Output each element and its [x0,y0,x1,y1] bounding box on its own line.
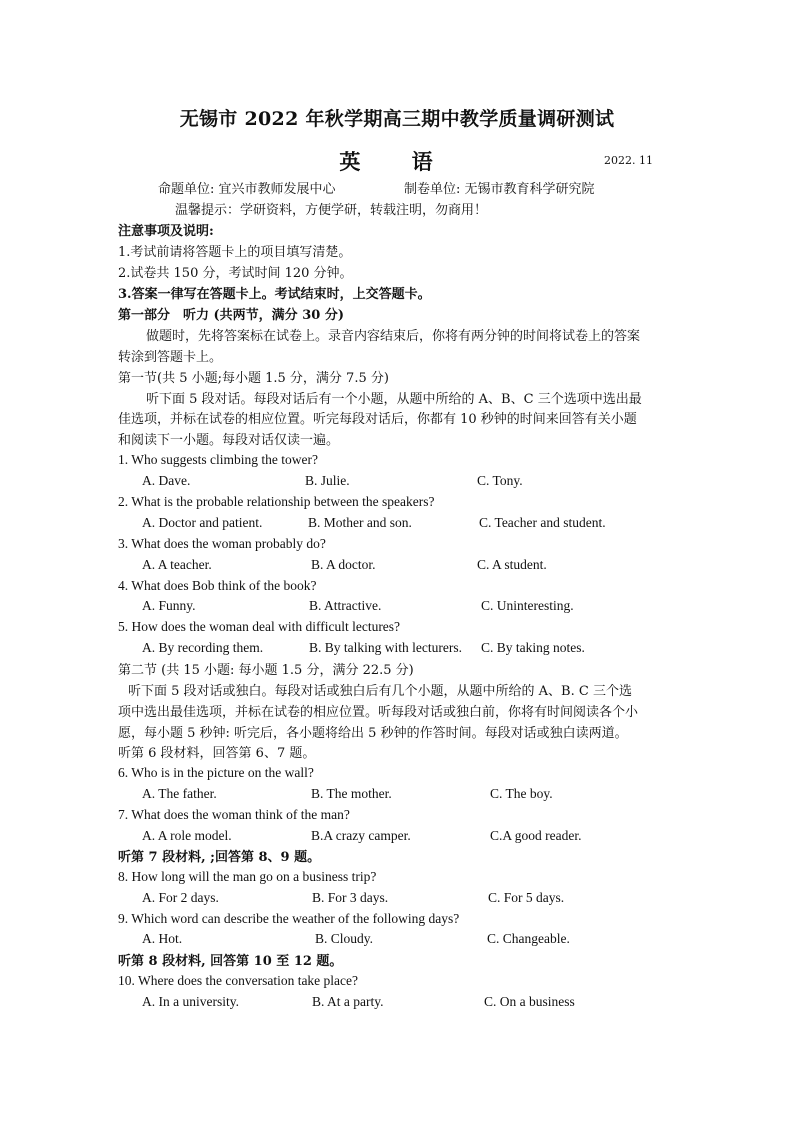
notice-item: 2.试卷共 150 分，考试时间 120 分钟。 [118,266,353,281]
option-c: C. The boy. [490,786,553,801]
question-stem: 4. What does Bob think of the book? [118,578,317,593]
option-b: B. At a party. [312,994,384,1009]
notice-item: 1.考试前请将答题卡上的项目填写清楚。 [118,245,352,260]
question-stem: 7. What does the woman think of the man? [118,807,350,822]
subject-title: 英 语 [339,149,455,174]
material-instruction: 听第 7 段材料, ;回答第 8、9 题。 [118,850,321,865]
section1-intro: 和阅读下一小题。每段对话仅读一遍。 [118,433,340,448]
option-b: B. Julie. [305,473,350,488]
notice-heading: 注意事项及说明: [118,224,214,239]
notice-item: 3.答案一律写在答题卡上。考试结束时，上交答题卡。 [118,287,431,302]
option-b: B.A crazy camper. [311,828,411,843]
question-stem: 10. Where does the conversation take place? [118,973,359,988]
option-a: A. A role model. [142,828,232,843]
option-c: C. Teacher and student. [479,515,606,530]
part1-intro: 做题时，先将答案标在试卷上。录音内容结束后，你将有两分钟的时间将试卷上的答案 [146,329,641,344]
section1-intro: 佳选项，并标在试卷的相应位置。听完每段对话后，你都有 10 秒钟的时间来回答有关小题 [118,412,637,427]
section2-intro: 项中选出最佳选项，并标在试卷的相应位置。听每段对话或独白前，你将有时间阅读各个小 [118,705,639,720]
option-a: A. In a university. [142,994,239,1009]
option-b: B. A doctor. [311,557,376,572]
option-a: A. A teacher. [142,557,212,572]
option-c: C. Tony. [477,473,523,488]
option-b: B. By talking with lecturers. [309,640,462,655]
question-stem: 3. What does the woman probably do? [118,536,326,551]
question-stem: 2. What is the probable relationship between the speakers? [118,494,435,509]
option-b: B. Attractive. [309,598,382,613]
option-c: C. By taking notes. [481,640,585,655]
section1-heading: 第一节(共 5 小题;每小题 1.5 分，满分 7.5 分) [118,371,389,386]
question-stem: 8. How long will the man go on a business trip? [118,869,377,884]
printer-unit: 制卷单位: 无锡市教育科学研究院 [404,182,595,197]
option-a: A. Hot. [142,931,183,946]
question-stem: 5. How does the woman deal with difficult lectures? [118,619,401,634]
question-stem: 6. Who is in the picture on the wall? [118,765,314,780]
option-b: B. The mother. [311,786,392,801]
question-stem: 1. Who suggests climbing the tower? [118,452,318,467]
option-c: C. Changeable. [487,931,570,946]
section2-heading: 第二节 (共 15 小题: 每小题 1.5 分，满分 22.5 分) [118,663,414,678]
option-b: B. For 3 days. [312,890,389,905]
part1-heading: 第一部分 听力 (共两节，满分 30 分) [118,308,344,323]
material-instruction: 听第 8 段材料, 回答第 10 至 12 题。 [118,954,343,969]
option-c: C.A good reader. [490,828,582,843]
exam-date: 2022. 11 [604,154,653,167]
option-c: C. Uninteresting. [481,598,574,613]
option-a: A. For 2 days. [142,890,219,905]
option-b: B. Mother and son. [308,515,412,530]
section2-intro: 听下面 5 段对话或独白。每段对话或独白后有几个小题，从题中所给的 A、B. C 三个选 [128,684,632,699]
question-stem: 9. Which word can describe the weather of the following days? [118,911,460,926]
material-instruction: 听第 6 段材料，回答第 6、7 题。 [118,746,316,761]
section2-intro: 愿，每小题 5 秒钟: 听完后，各小题将给出 5 秒钟的作答时间。每段对话或独白读两道。 [118,726,628,741]
option-a: A. Doctor and patient. [142,515,263,530]
usage-tip: 温馨提示：学研资料，方便学研，转载注明，勿商用！ [175,203,488,218]
section1-intro: 听下面 5 段对话。每段对话后有一个小题，从题中所给的 A、B、C 三个选项中选出最 [146,392,642,407]
exam-title: 无锡市 2022 年秋学期高三期中教学质量调研测试 [179,108,615,130]
option-a: A. The father. [142,786,217,801]
option-a: A. Dave. [142,473,191,488]
option-c: C. For 5 days. [488,890,565,905]
option-a: A. Funny. [142,598,196,613]
option-a: A. By recording them. [142,640,264,655]
setter-unit: 命题单位: 宜兴市教师发展中心 [158,182,336,197]
option-b: B. Cloudy. [315,931,374,946]
option-c: C. On a business [484,994,575,1009]
option-c: C. A student. [477,557,547,572]
part1-intro: 转涂到答题卡上。 [118,350,223,365]
